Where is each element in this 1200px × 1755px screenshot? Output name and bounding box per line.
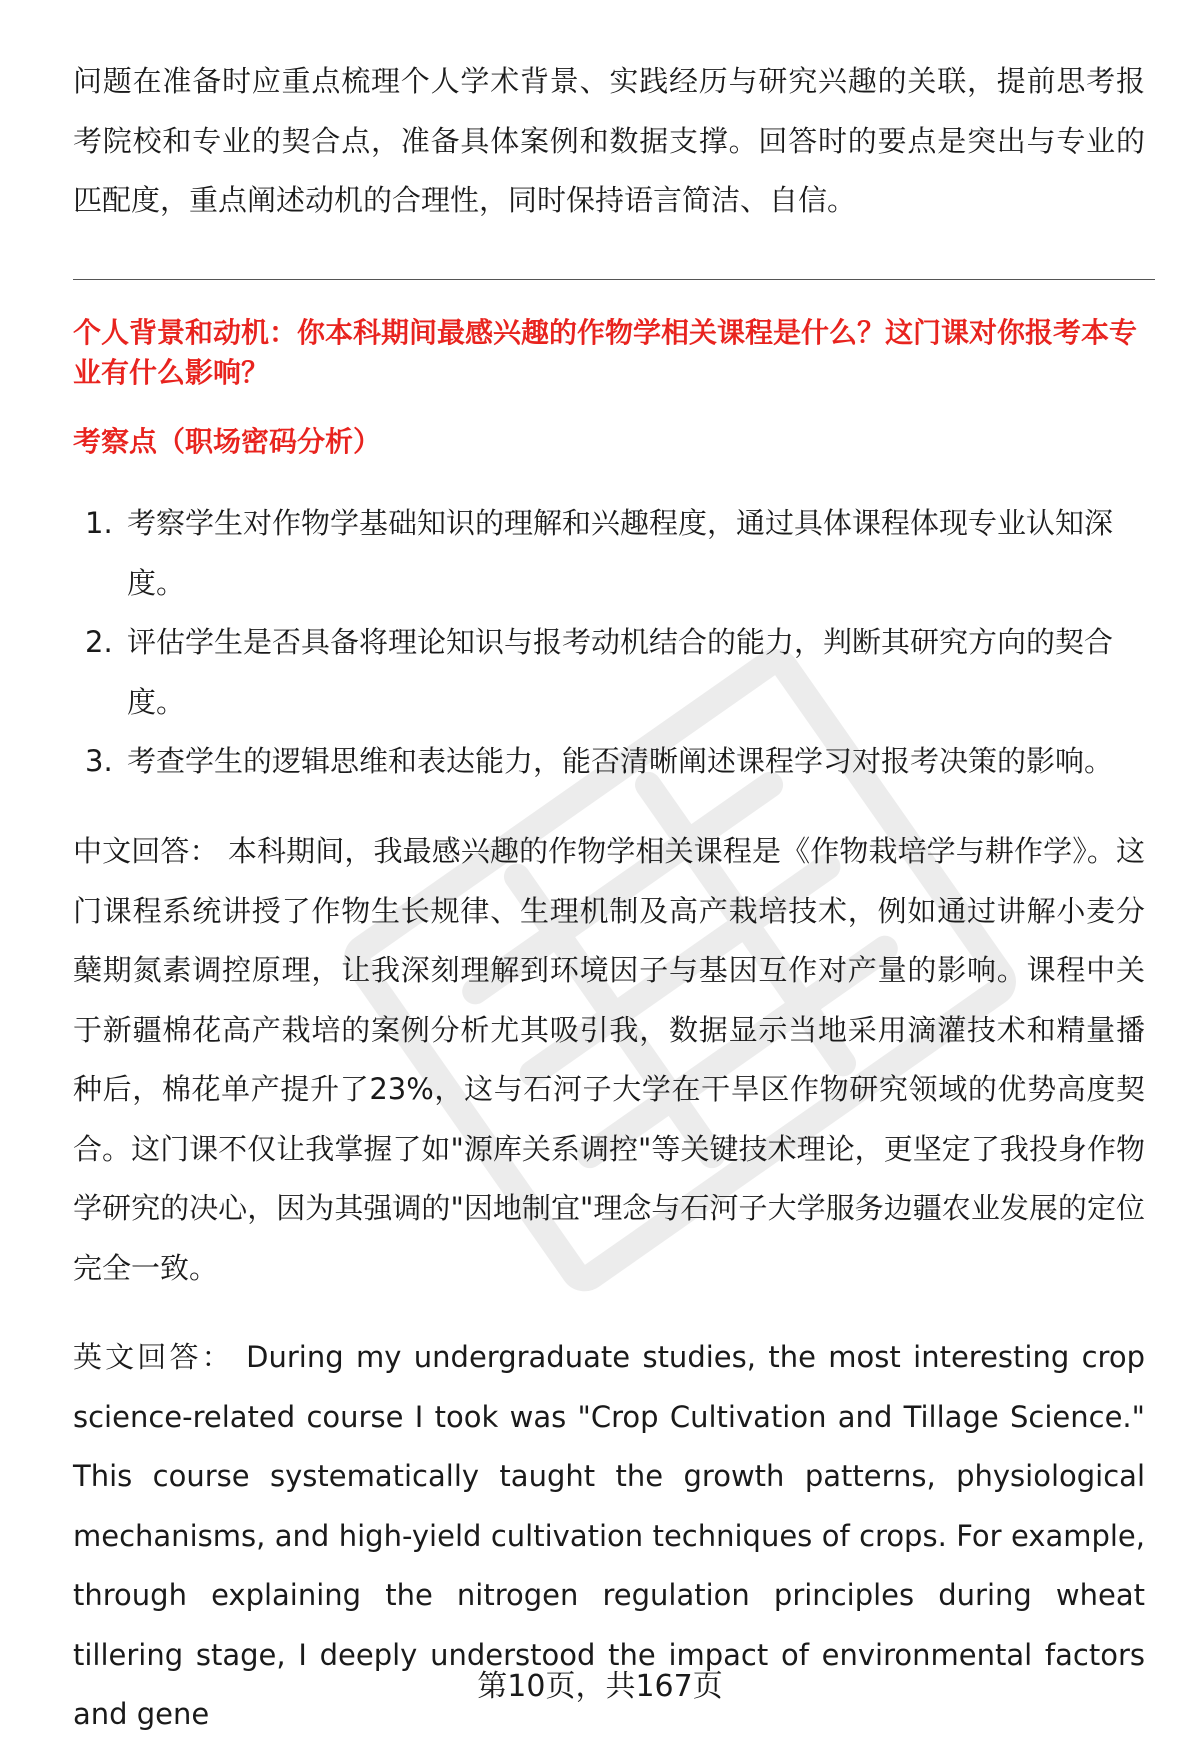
assessment-points-heading: 考察点（职场密码分析） xyxy=(73,425,382,458)
list-item-number: 1. xyxy=(85,506,113,540)
list-item-number: 2. xyxy=(85,625,113,659)
question-heading: 个人背景和动机：你本科期间最感兴趣的作物学相关课程是什么？这门课对你报考本专业有什么影响？ xyxy=(73,316,1138,389)
list-item xyxy=(73,613,1155,732)
list-item-text: 评估学生是否具备将理论知识与报考动机结合的能力，判断其研究方向的契合度。 xyxy=(127,625,1114,719)
english-answer: 英文回答： During my undergraduate studies, the most interesting crop science-related course I took was "Crop Cultivation and Tillage Science." This course systematically taught the growth patterns, physiological mechanisms, and high-yield cultivation techniques of crops. For example, through explaining the nitrogen regulation principles during wheat tillering stage, I deeply understood the impact of environmental factors and gene xyxy=(73,1340,1145,1731)
chinese-answer: 中文回答： 本科期间，我最感兴趣的作物学相关课程是《作物栽培学与耕作学》。这门课程系统讲授了作物生长规律、生理机制及高产栽培技术，例如通过讲解小麦分蘖期氮素调控原理，让我深刻理解到环境因子与基因互作对产量的影响。课程中关于新疆棉花高产栽培的案例分析尤其吸引我，数据显示当地采用滴灌技术和精量播种后，棉花单产提升了23%，这与石河子大学在干旱区作物研究领域的优势高度契合。这门课不仅让我掌握了如"源库关系调控"等关键技术理论，更坚定了我投身作物学研究的决心，因为其强调的"因地制宜"理念与石河子大学服务边疆农业发展的定位完全一致。 xyxy=(73,834,1145,1285)
list-item-text: 考察学生对作物学基础知识的理解和兴趣程度，通过具体课程体现专业认知深度。 xyxy=(127,506,1114,600)
list-item-text: 考查学生的逻辑思维和表达能力，能否清晰阐述课程学习对报考决策的影响。 xyxy=(127,744,1114,778)
assessment-points-list xyxy=(73,494,1155,792)
section-divider xyxy=(73,279,1155,280)
page-number-footer: 第10页，共167页 xyxy=(477,1669,723,1704)
list-item xyxy=(73,494,1155,613)
list-item-number: 3. xyxy=(85,744,113,778)
list-item xyxy=(73,732,1155,792)
intro-paragraph: 问题在准备时应重点梳理个人学术背景、实践经历与研究兴趣的关联，提前思考报考院校和专业的契合点，准备具体案例和数据支撑。回答时的要点是突出与专业的匹配度，重点阐述动机的合理性，同时保持语言简洁、自信。 xyxy=(73,64,1145,217)
